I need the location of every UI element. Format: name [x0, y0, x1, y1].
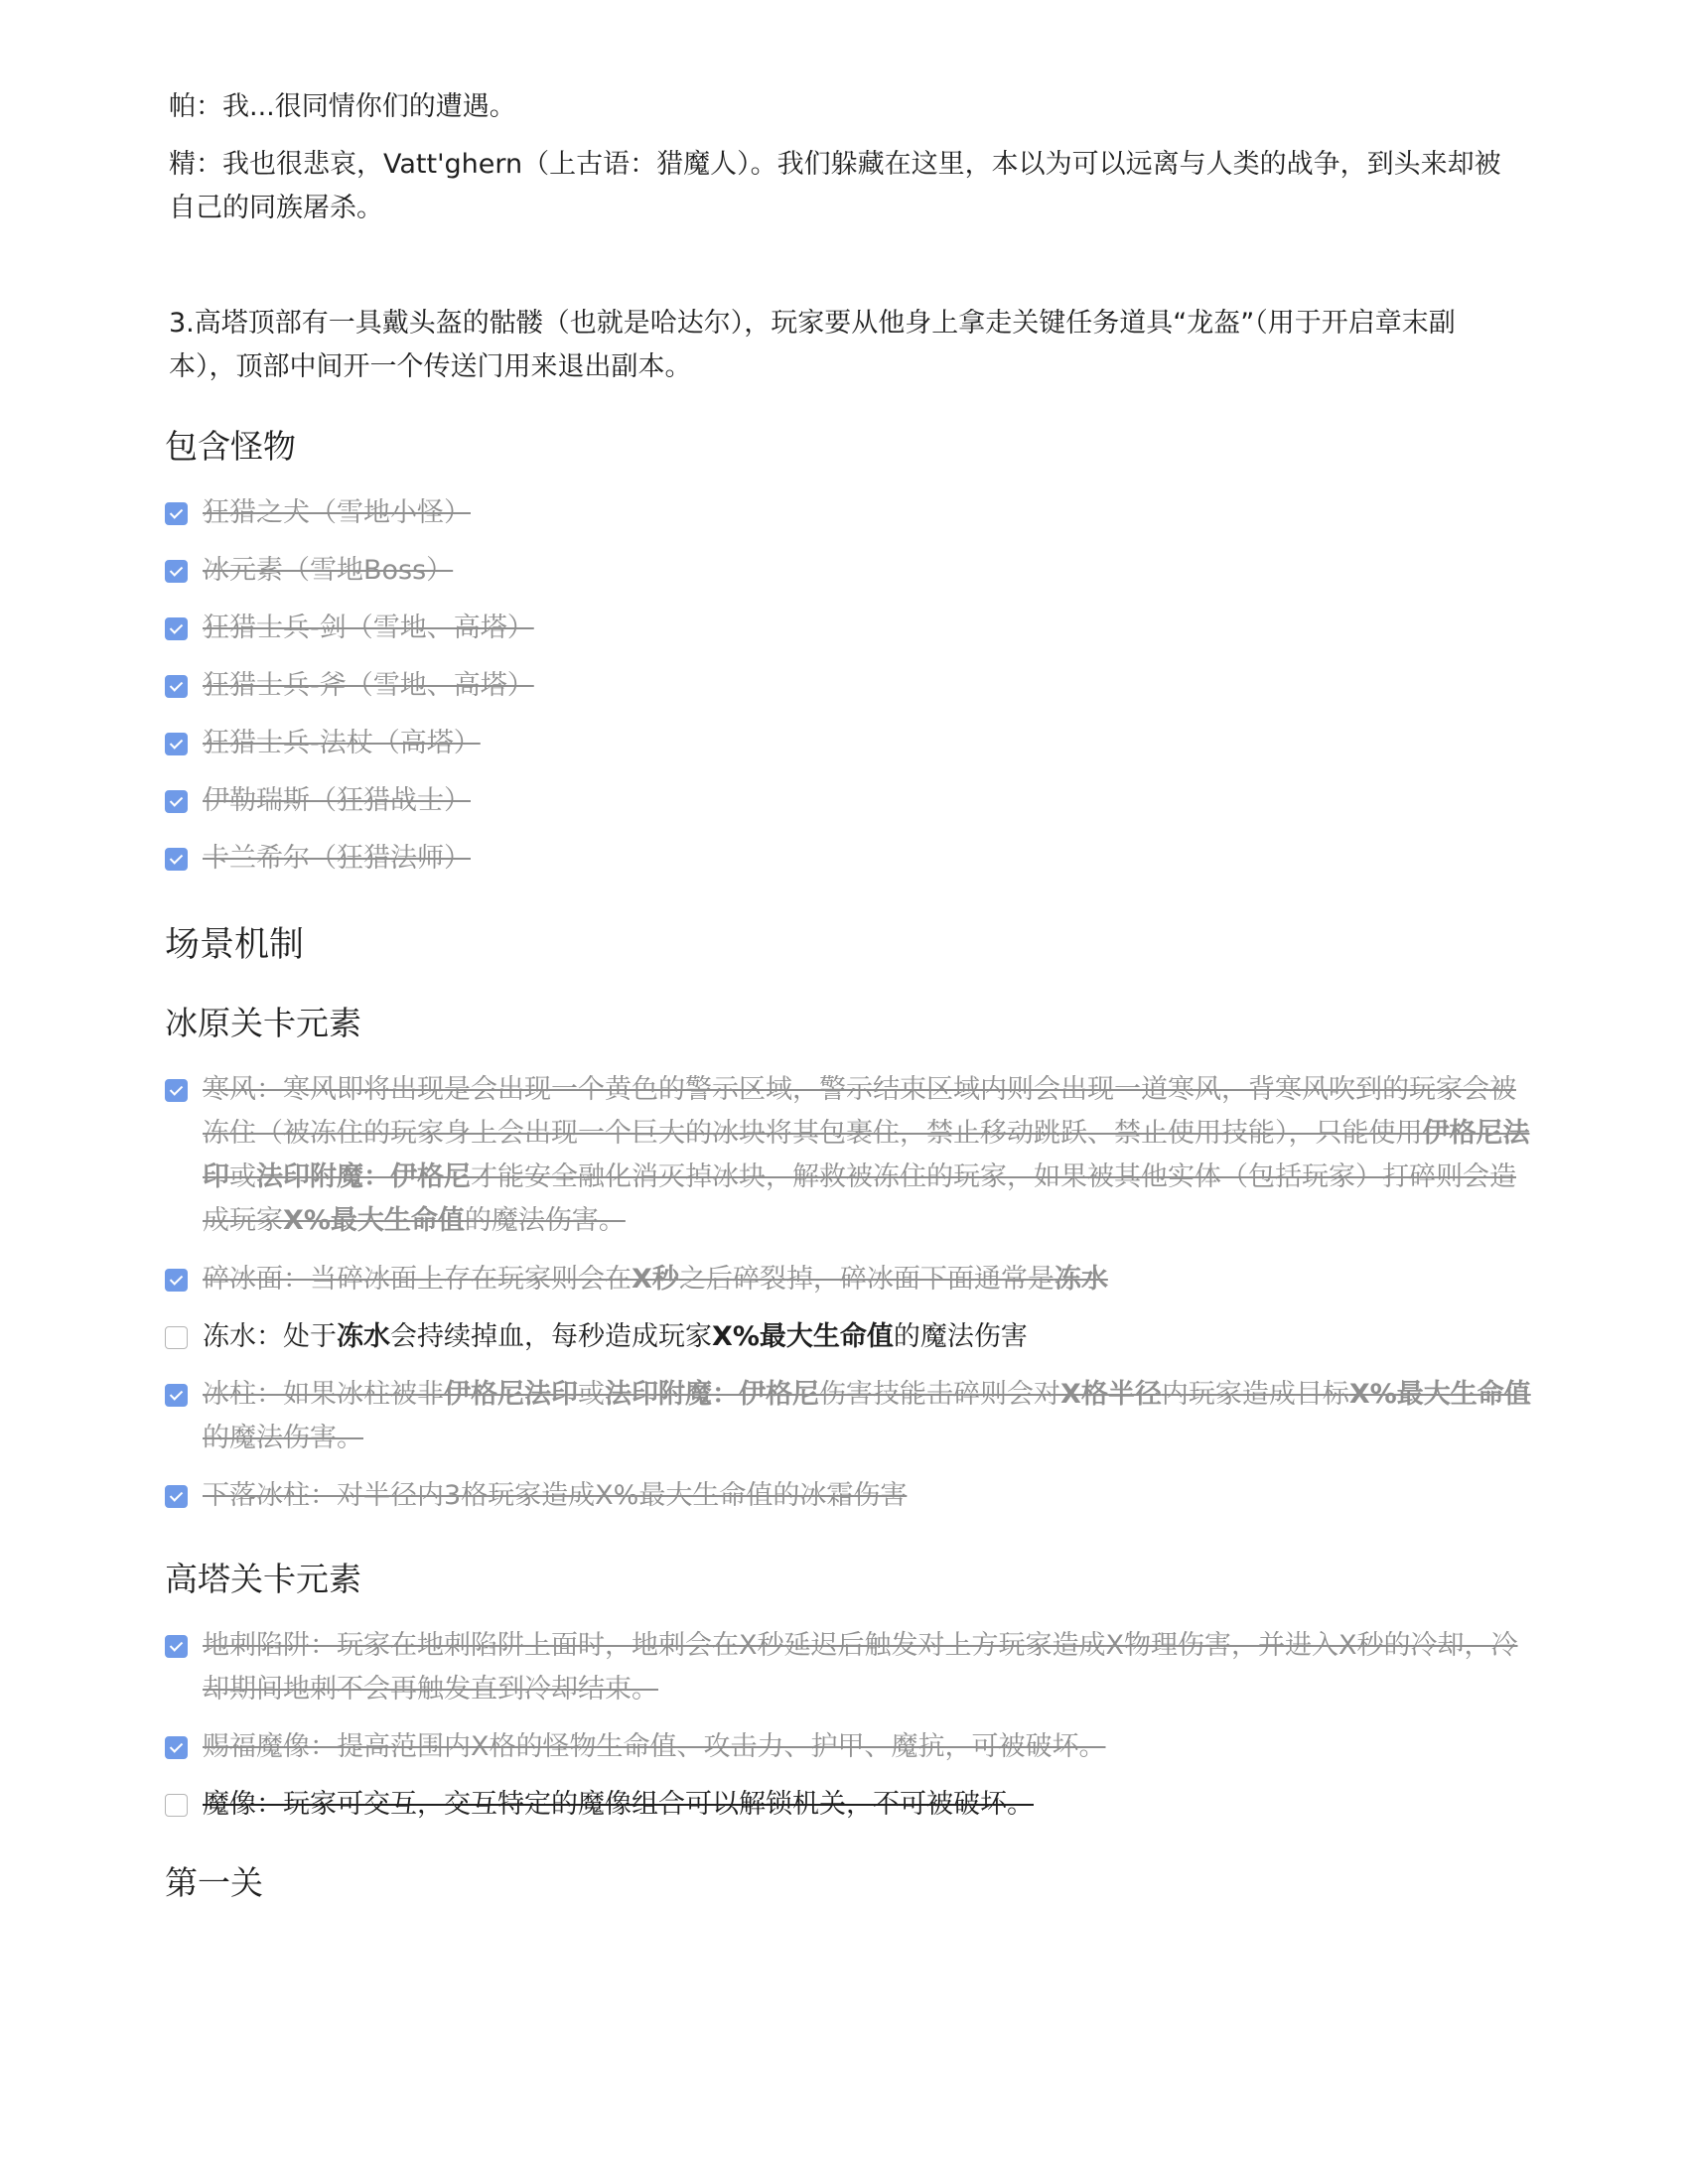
checkbox-unchecked-icon[interactable]	[165, 1326, 188, 1349]
todo-item-label: 地刺陷阱：玩家在地刺陷阱上面时，地刺会在X秒延迟后触发对上方玩家造成X物理伤害，并进入X秒的冷却，冷却期间地刺不会再触发直到冷却结束。	[203, 1630, 1518, 1705]
checkbox-checked-icon[interactable]	[165, 1384, 188, 1407]
mechanics-heading: 场景机制	[165, 925, 305, 965]
todo-item[interactable]	[165, 491, 1535, 535]
todo-item-broken-ice[interactable]	[165, 1258, 1535, 1301]
todo-item-label: 卡兰希尔（狂猎法师）	[203, 843, 471, 874]
checkbox-checked-icon[interactable]	[165, 502, 188, 525]
todo-item-label: 魔像：玩家可交互，交互特定的魔像组合可以解锁机关，不可被破坏。	[203, 1789, 1034, 1820]
checkbox-checked-icon[interactable]	[165, 1736, 188, 1759]
checkbox-checked-icon[interactable]	[165, 560, 188, 583]
tower-heading: 高塔关卡元素	[165, 1560, 361, 1598]
todo-item-label: 狂猎士兵-法杖（高塔）	[203, 728, 481, 758]
dialogue-line-1: 帕：我...很同情你们的遭遇。	[169, 91, 516, 122]
todo-item-cold-wind[interactable]	[165, 1068, 1535, 1243]
checkbox-checked-icon[interactable]	[165, 1269, 188, 1292]
todo-item-label: 冰元素（雪地Boss）	[203, 555, 454, 586]
level-1-heading: 第一关	[165, 1863, 263, 1902]
todo-item[interactable]	[165, 722, 1535, 765]
todo-item-label: 下落冰柱：对半径内3格玩家造成X%最大生命值的冰霜伤害	[203, 1480, 908, 1511]
checkbox-checked-icon[interactable]	[165, 1079, 188, 1102]
todo-item[interactable]	[165, 607, 1535, 650]
todo-item[interactable]	[165, 549, 1535, 593]
checkbox-checked-icon[interactable]	[165, 675, 188, 698]
checkbox-checked-icon[interactable]	[165, 1485, 188, 1508]
todo-item[interactable]	[165, 779, 1535, 823]
todo-item-spike-trap[interactable]	[165, 1624, 1535, 1711]
todo-item-label: 赐福魔像：提高范围内X格的怪物生命值、攻击力、护甲、魔抗，可被破坏。	[203, 1731, 1106, 1762]
todo-item-blessing-golem[interactable]	[165, 1725, 1535, 1769]
todo-item-label: 狂猎之犬（雪地小怪）	[203, 497, 471, 528]
todo-item[interactable]	[165, 837, 1535, 881]
todo-item-golem[interactable]	[165, 1783, 1535, 1827]
step-3-paragraph: 3.高塔顶部有一具戴头盔的骷髅（也就是哈达尔），玩家要从他身上拿走关键任务道具“龙盔”（用于开启章末副本），顶部中间开一个传送门用来退出副本。	[169, 308, 1456, 382]
checkbox-checked-icon[interactable]	[165, 733, 188, 755]
checkbox-checked-icon[interactable]	[165, 1635, 188, 1658]
todo-item-label: 碎冰面：当碎冰面上存在玩家则会在X秒之后碎裂掉，碎冰面下面通常是冻水	[203, 1264, 1108, 1295]
todo-item[interactable]	[165, 664, 1535, 708]
checkbox-checked-icon[interactable]	[165, 617, 188, 640]
checkbox-checked-icon[interactable]	[165, 790, 188, 813]
todo-item-label: 狂猎士兵-剑（雪地、高塔）	[203, 613, 534, 643]
todo-item-label: 冻水：处于冻水会持续掉血，每秒造成玩家X%最大生命值的魔法伤害	[203, 1321, 1028, 1352]
dialogue-line-2: 精：我也很悲哀，Vatt'ghern（上古语：猎魔人）。我们躲藏在这里，本以为可以远离与人类的战争，到头来却被自己的同族屠杀。	[169, 149, 1501, 223]
todo-item-label: 冰柱：如果冰柱被非伊格尼法印或法印附魔：伊格尼伤害技能击碎则会对X格半径内玩家造成目标X%最大生命值的魔法伤害。	[203, 1379, 1531, 1453]
todo-item-label: 伊勒瑞斯（狂猎战士）	[203, 785, 471, 816]
todo-item-frozen-water[interactable]	[165, 1315, 1535, 1359]
checkbox-unchecked-icon[interactable]	[165, 1794, 188, 1817]
todo-item-falling-pillar[interactable]	[165, 1474, 1535, 1518]
todo-item-ice-pillar[interactable]	[165, 1373, 1535, 1460]
monsters-heading: 包含怪物	[165, 427, 296, 466]
ice-heading: 冰原关卡元素	[165, 1004, 361, 1042]
todo-item-label: 寒风：寒风即将出现是会出现一个黄色的警示区域，警示结束区域内则会出现一道寒风，背寒风吹到的玩家会被冻住（被冻住的玩家身上会出现一个巨大的冰块将其包裹住，禁止移动跳跃、禁止使用技能），只能使用伊格尼法印或法印附魔：伊格尼才能安全融化消灭掉冰块，解救被冻住的玩家，如果被其他实体（包括玩家）打碎则会造成玩家X%最大生命值的魔法伤害。	[203, 1074, 1530, 1236]
checkbox-checked-icon[interactable]	[165, 848, 188, 871]
todo-item-label: 狂猎士兵-斧（雪地、高塔）	[203, 670, 534, 701]
